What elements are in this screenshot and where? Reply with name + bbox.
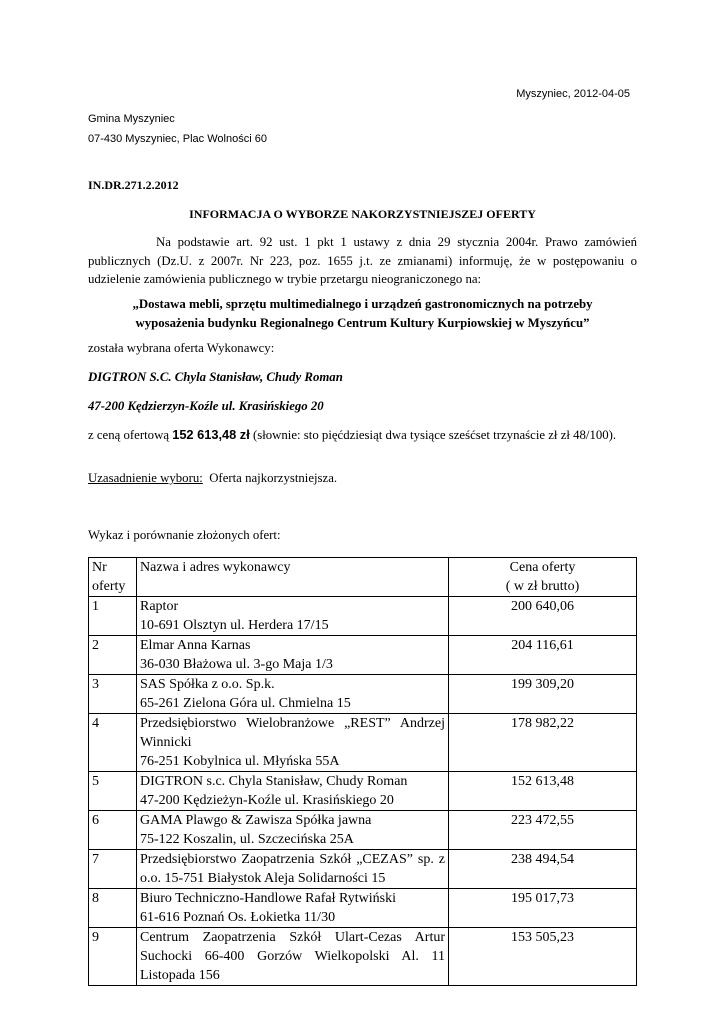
offers-list-heading: Wykaz i porównanie złożonych ofert: [88, 528, 281, 542]
contractor-name: SAS Spółka z o.o. Sp.k. [140, 677, 275, 692]
intro-text: Na podstawie art. 92 ust. 1 pkt 1 ustawy z dnia 29 stycznia 2004r. Prawo zamówień publicznych (Dz.U. z 2007r. Nr 223, poz. 1655 j.t. ze zmianami) informuję, że w postępowaniu o udzielenie zamówienia publicznego w trybie przetargu nieograniczonego na: [88, 235, 637, 286]
price-amount: 152 613,48 zł [172, 427, 250, 442]
offer-contractor [137, 928, 449, 986]
price-words: (słownie: sto pięćdziesiąt dwa tysiące sześćset trzynaście zł zł 48/100). [252, 428, 617, 442]
offer-contractor [137, 675, 449, 714]
header-nr: Nr oferty [89, 558, 137, 597]
offer-number: 4 [89, 714, 137, 772]
subject-line-2: wyposażenia budynku Regionalnego Centrum Kultury Kurpiowskiej w Myszyńcu” [135, 315, 590, 330]
contractor-name: Biuro Techniczno-Handlowe Rafał Rytwiński [140, 891, 396, 906]
contractor-address: 36-030 Błażowa ul. 3-go Maja 1/3 [140, 657, 333, 672]
contractor-address: 75-122 Koszalin, ul. Szczecińska 25A [140, 832, 354, 847]
offer-contractor [137, 597, 449, 636]
winner-name: DIGTRON S.C. Chyla Stanisław, Chudy Roman [88, 370, 343, 384]
issuer-address: 07-430 Myszyniec, Plac Wolności 60 [88, 133, 267, 145]
offer-contractor [137, 772, 449, 811]
table-row [89, 772, 637, 811]
document-title: INFORMACJA O WYBORZE NAKORZYSTNIEJSZEJ OFERTY [189, 207, 536, 221]
winner-address: 47-200 Kędzierzyn-Koźle ul. Krasińskiego 20 [88, 399, 324, 413]
header-name: Nazwa i adres wykonawcy [137, 558, 449, 597]
contractor-name: DIGTRON s.c. Chyla Stanisław, Chudy Roman [140, 774, 408, 789]
offer-contractor [137, 636, 449, 675]
justification [88, 471, 337, 486]
header-price: Cena oferty ( w zł brutto) [449, 558, 637, 597]
offer-price: 238 494,54 [449, 850, 637, 889]
table-row [89, 850, 637, 889]
subject-line-1: „Dostawa mebli, sprzętu multimedialnego i urządzeń gastronomicznych na potrzeby [132, 297, 593, 311]
offer-contractor [137, 889, 449, 928]
offers-table [88, 557, 637, 986]
contractor-name: Przedsiębiorstwo Zaopatrzenia Szkół „CEZAS” sp. z o.o. 15-751 Białystok Aleja Solidarności 15 [140, 852, 445, 886]
document-date: Myszyniec, 2012-04-05 [516, 88, 630, 100]
offer-contractor [137, 850, 449, 889]
table-row [89, 675, 637, 714]
selected-offer-label: została wybrana oferta Wykonawcy: [88, 341, 275, 355]
reference-number: IN.DR.271.2.2012 [88, 178, 179, 192]
price-prefix: z ceną ofertową [88, 428, 169, 442]
offer-number: 2 [89, 636, 137, 675]
contractor-name: Raptor [140, 599, 179, 614]
price-paragraph [88, 426, 637, 445]
offer-number: 5 [89, 772, 137, 811]
offer-contractor [137, 811, 449, 850]
contractor-address: 76-251 Kobylnica ul. Młyńska 55A [140, 754, 340, 769]
offer-price: 204 116,61 [449, 636, 637, 675]
offer-price: 195 017,73 [449, 889, 637, 928]
offer-number: 9 [89, 928, 137, 986]
contractor-address: 61-616 Poznań Os. Łokietka 11/30 [140, 910, 336, 925]
offer-price: 223 472,55 [449, 811, 637, 850]
contractor-name: Elmar Anna Karnas [140, 638, 251, 653]
tender-subject [88, 295, 637, 332]
table-row [89, 811, 637, 850]
offer-price: 199 309,20 [449, 675, 637, 714]
contractor-address: 65-261 Zielona Góra ul. Chmielna 15 [140, 696, 351, 711]
offer-number: 3 [89, 675, 137, 714]
offer-price: 178 982,22 [449, 714, 637, 772]
contractor-address: 10-691 Olsztyn ul. Herdera 17/15 [140, 618, 329, 633]
table-header-row [89, 558, 637, 597]
offer-number: 7 [89, 850, 137, 889]
intro-paragraph [88, 233, 637, 289]
offer-number: 6 [89, 811, 137, 850]
contractor-name: GAMA Plawgo & Zawisza Spółka jawna [140, 813, 372, 828]
contractor-name: Centrum Zaopatrzenia Szkół Ulart-Cezas Artur Suchocki 66-400 Gorzów Wielkopolski Al. 11 Listopada 156 [140, 930, 445, 983]
offer-contractor [137, 714, 449, 772]
offer-number: 1 [89, 597, 137, 636]
offer-price: 152 613,48 [449, 772, 637, 811]
table-row [89, 636, 637, 675]
table-row [89, 889, 637, 928]
table-row [89, 714, 637, 772]
offer-price: 153 505,23 [449, 928, 637, 986]
offer-price: 200 640,06 [449, 597, 637, 636]
justification-text: Oferta najkorzystniejsza. [209, 471, 338, 485]
table-row [89, 928, 637, 986]
contractor-address: 47-200 Kędzieżyn-Koźle ul. Krasińskiego 20 [140, 793, 394, 808]
contractor-name: Przedsiębiorstwo Wielobranżowe „REST” Andrzej Winnicki [140, 716, 445, 750]
offer-number: 8 [89, 889, 137, 928]
table-row [89, 597, 637, 636]
justification-label: Uzasadnienie wyboru: [88, 471, 203, 485]
issuer-name: Gmina Myszyniec [88, 113, 175, 125]
